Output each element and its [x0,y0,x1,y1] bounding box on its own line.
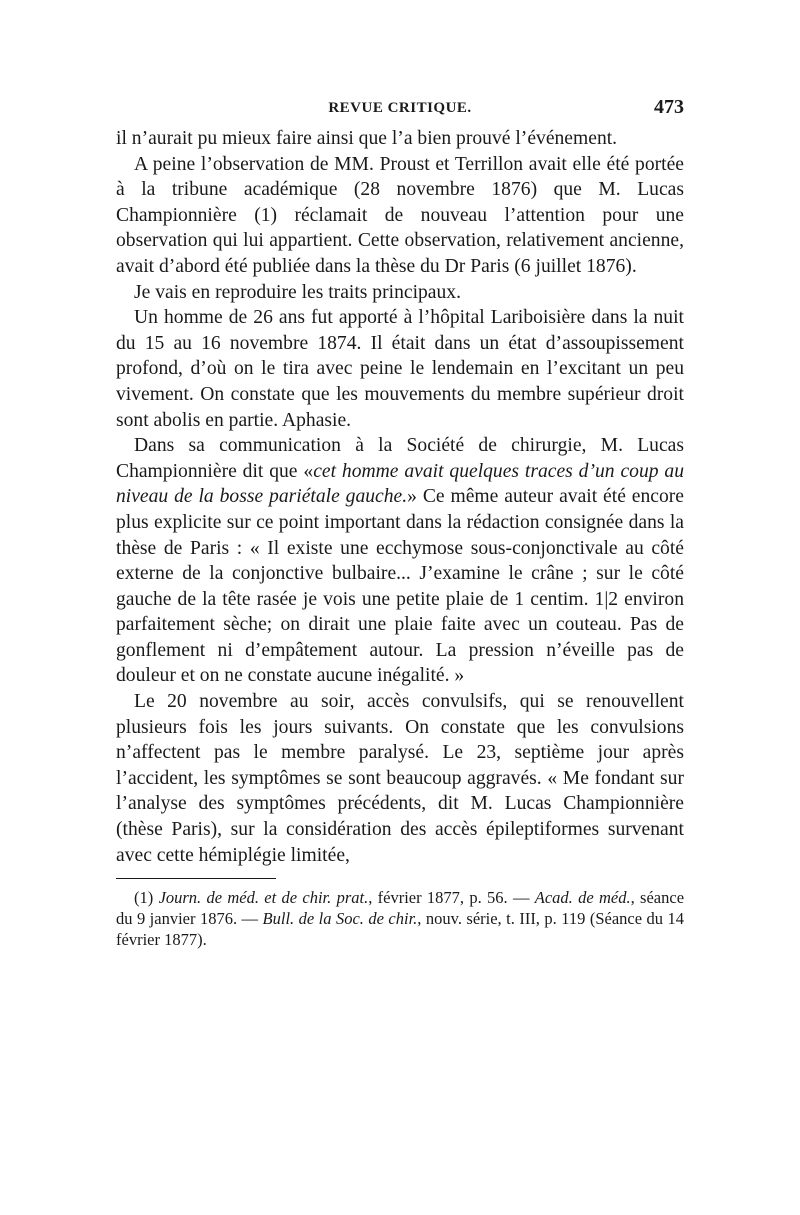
running-head: REVUE CRITIQUE. [328,100,472,116]
paragraph: Je vais en reproduire les traits principaux. [134,281,461,303]
page-header [116,92,684,122]
paragraph: A peine l’observation de MM. Proust et Terrillon avait elle été portée à la tribune académique (28 novembre 1876) que M. Lucas Championnière (1) réclamait de nouveau l’attention pour une observation qui lui appartient. Cette observation, relativement ancienne, avait d’abord été publiée dans la thèse du Dr Paris (6 juillet 1876). [116,153,684,277]
paragraph: Un homme de 26 ans fut apporté à l’hôpital Lariboisière dans la nuit du 15 au 16 novembre 1874. Il était dans un état d’assoupissement profond, d’où on le tira avec peine le lendemain en l’excitant un peu vivement. On constate que les mouvements du membre supérieur droit sont abolis en partie. Aphasie. [116,307,684,431]
page-number: 473 [654,96,684,118]
footnote-citation: Bull. de la Soc. de chir. [262,909,418,929]
footnote-divider [116,878,276,879]
paragraph-text: » Ce même auteur avait été encore plus explicite sur ce point important dans la rédaction consignée dans la thèse de Paris : « Il existe une ecchymose sous-conjonctivale au côté externe de la conjonctive bulbaire... J’examine le crâne ; sur le côté gauche de la tête rasée je vois une petite plaie de 1 centim. 1|2 environ parfaitement sèche; on dirait une plaie faite avec un couteau. Pas de gonflement ni d’empâtement autour. La pression n’éveille pas de douleur et on ne constate aucune inégalité. » [116,486,684,687]
paragraph-continuation: il n’aurait pu mieux faire ainsi que l’a bien prouvé l’événement. [116,128,618,149]
paragraph-with-quotation [116,433,684,689]
footnote-citation: Journ. de méd. et de chir. prat. [158,888,369,908]
footnote [116,887,684,950]
footnote-text-part: , nouv. série, t. III, p. 119 (Séance du 14 février 1877). [116,909,684,950]
footnote-text-part: , février 1877, p. 56. — [368,888,530,908]
footnote-text-part: , séance du 9 janvier 1876. — [116,888,685,929]
book-page [116,92,684,950]
footnote-marker: (1) [134,888,154,908]
quoted-italic-text: cet homme avait quelques traces d’un coup au niveau de la bosse pariétale gauche. [116,460,685,508]
paragraph: Le 20 novembre au soir, accès convulsifs, qui se renouvellent plusieurs fois les jours suivants. On constate que les convulsions n’affectent pas le membre paralysé. Le 23, septième jour après l’accident, les symptômes se sont beaucoup aggravés. « Me fondant sur l’analyse des symptômes précédents, dit M. Lucas Championnière (thèse Paris), sur la considération des accès épileptiformes survenant avec cette hémiplégie limitée, [116,691,684,866]
footnote-citation: Acad. de méd. [534,888,631,908]
footnote-text [116,887,684,950]
paragraph-text: Dans sa communication à la Société de chirurgie, M. Lucas Championnière dit que « [116,435,684,482]
body-text [116,126,684,868]
